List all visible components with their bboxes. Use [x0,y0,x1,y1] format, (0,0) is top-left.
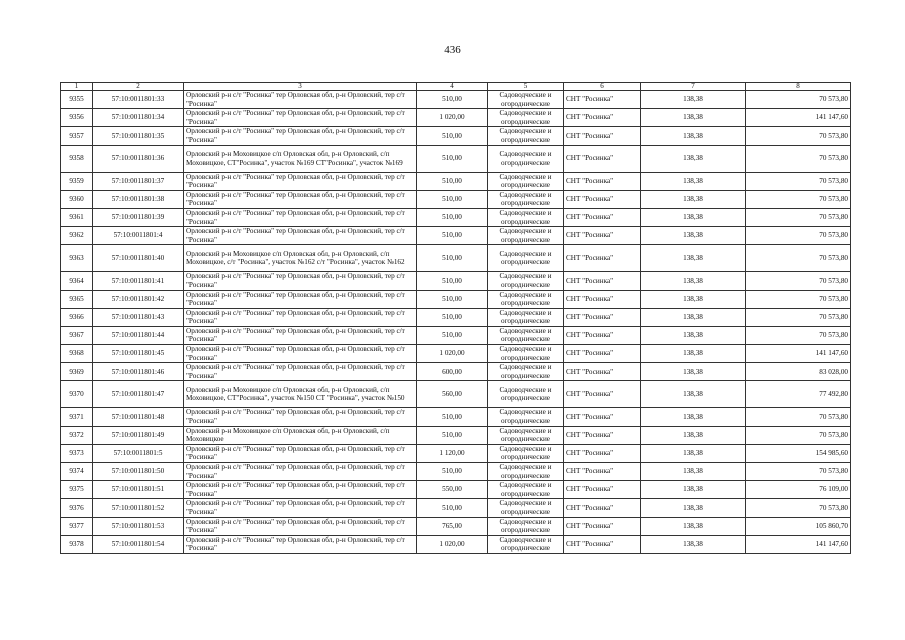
organization-cell: СНТ "Росинка" [564,499,641,517]
organization-cell: СНТ "Росинка" [564,326,641,344]
land-use-cell: Садоводческие и огороднические [488,172,564,190]
area-cell: 510,00 [417,308,488,326]
table-row [61,245,851,272]
rate-cell: 138,38 [641,227,746,245]
rate-cell: 138,38 [641,172,746,190]
table-row [61,463,851,481]
land-use-cell: Садоводческие и огороднические [488,481,564,499]
area-cell: 510,00 [417,190,488,208]
table-row [61,290,851,308]
table-row [61,535,851,553]
cadastral-value-cell: 70 573,80 [746,272,851,290]
rate-cell: 138,38 [641,272,746,290]
cadastral-number-cell: 57:10:0011801:51 [93,481,184,499]
row-number-cell: 9358 [61,145,93,172]
row-number-cell: 9367 [61,326,93,344]
cadastral-number-cell: 57:10:0011801:35 [93,127,184,145]
row-number-cell: 9361 [61,208,93,226]
cadastral-number-cell: 57:10:0011801:40 [93,245,184,272]
address-cell: Орловский р-н Моховицкое с/п Орловская обл, р-н Орловский, с/п Моховицкое [184,426,417,444]
cadastral-number-cell: 57:10:0011801:47 [93,381,184,408]
area-cell: 1 020,00 [417,345,488,363]
cadastral-value-cell: 70 573,80 [746,308,851,326]
cadastral-value-cell: 70 573,80 [746,290,851,308]
cadastral-value-cell: 70 573,80 [746,208,851,226]
row-number-cell: 9362 [61,227,93,245]
address-cell: Орловский р-н с/т "Росинка" тер Орловская обл, р-н Орловский, тер с/т "Росинка" [184,444,417,462]
organization-cell: СНТ "Росинка" [564,145,641,172]
rate-cell: 138,38 [641,127,746,145]
area-cell: 560,00 [417,381,488,408]
address-cell: Орловский р-н с/т "Росинка" тер Орловская обл, р-н Орловский, тер с/т "Росинка" [184,190,417,208]
table-row [61,91,851,109]
address-cell: Орловский р-н с/т "Росинка" тер Орловская обл, р-н Орловский, тер с/т "Росинка" [184,172,417,190]
row-number-cell: 9365 [61,290,93,308]
address-cell: Орловский р-н с/т "Росинка" тер Орловская обл, р-н Орловский, тер с/т "Росинка" [184,272,417,290]
area-cell: 510,00 [417,172,488,190]
table-row [61,227,851,245]
land-use-cell: Садоводческие и огороднические [488,444,564,462]
row-number-cell: 9368 [61,345,93,363]
cadastral-value-cell: 70 573,80 [746,91,851,109]
land-use-cell: Садоводческие и огороднические [488,363,564,381]
column-header: 1 [61,83,93,91]
land-use-cell: Садоводческие и огороднические [488,517,564,535]
area-cell: 1 020,00 [417,109,488,127]
cadastral-value-cell: 141 147,60 [746,535,851,553]
rate-cell: 138,38 [641,345,746,363]
rate-cell: 138,38 [641,208,746,226]
cadastral-value-cell: 70 573,80 [746,127,851,145]
rate-cell: 138,38 [641,245,746,272]
rate-cell: 138,38 [641,290,746,308]
cadastral-number-cell: 57:10:0011801:4 [93,227,184,245]
cadastral-number-cell: 57:10:0011801:39 [93,208,184,226]
address-cell: Орловский р-н с/т "Росинка" тер Орловская обл, р-н Орловский, тер с/т "Росинка" [184,227,417,245]
row-number-cell: 9370 [61,381,93,408]
table-row [61,190,851,208]
cadastral-number-cell: 57:10:0011801:49 [93,426,184,444]
address-cell: Орловский р-н Моховицкое с/п Орловская обл, р-н Орловский, с/п Моховицкое, СТ"Росинка", участок №169 СТ"Росинка", участок №169 [184,145,417,172]
address-cell: Орловский р-н с/т "Росинка" тер Орловская обл, р-н Орловский, тер с/т "Росинка" [184,463,417,481]
cadastral-number-cell: 57:10:0011801:46 [93,363,184,381]
land-use-cell: Садоводческие и огороднические [488,245,564,272]
rate-cell: 138,38 [641,444,746,462]
cadastral-number-cell: 57:10:0011801:5 [93,444,184,462]
area-cell: 765,00 [417,517,488,535]
cadastral-number-cell: 57:10:0011801:43 [93,308,184,326]
rate-cell: 138,38 [641,381,746,408]
address-cell: Орловский р-н с/т "Росинка" тер Орловская обл, р-н Орловский, тер с/т "Росинка" [184,208,417,226]
rate-cell: 138,38 [641,326,746,344]
area-cell: 510,00 [417,499,488,517]
cadastral-value-cell: 141 147,60 [746,109,851,127]
rate-cell: 138,38 [641,426,746,444]
land-use-cell: Садоводческие и огороднические [488,227,564,245]
address-cell: Орловский р-н Моховицкое с/п Орловская обл, р-н Орловский, с/п Моховицкое, СТ"Росинка", участок №150 СТ "Росинка", участок №150 [184,381,417,408]
table-row [61,109,851,127]
cadastral-number-cell: 57:10:0011801:38 [93,190,184,208]
land-use-cell: Садоводческие и огороднические [488,91,564,109]
organization-cell: СНТ "Росинка" [564,381,641,408]
organization-cell: СНТ "Росинка" [564,127,641,145]
cadastral-value-cell: 83 028,00 [746,363,851,381]
area-cell: 510,00 [417,290,488,308]
row-number-cell: 9356 [61,109,93,127]
row-number-cell: 9369 [61,363,93,381]
table-row [61,426,851,444]
column-header: 7 [641,83,746,91]
cadastral-number-cell: 57:10:0011801:44 [93,326,184,344]
row-number-cell: 9363 [61,245,93,272]
row-number-cell: 9355 [61,91,93,109]
column-header: 6 [564,83,641,91]
cadastral-value-cell: 76 109,00 [746,481,851,499]
organization-cell: СНТ "Росинка" [564,308,641,326]
organization-cell: СНТ "Росинка" [564,444,641,462]
table-row [61,499,851,517]
column-header: 8 [746,83,851,91]
rate-cell: 138,38 [641,481,746,499]
organization-cell: СНТ "Росинка" [564,426,641,444]
cadastral-value-cell: 70 573,80 [746,499,851,517]
organization-cell: СНТ "Росинка" [564,109,641,127]
cadastral-value-cell: 70 573,80 [746,408,851,426]
cadastral-number-cell: 57:10:0011801:54 [93,535,184,553]
table-row [61,272,851,290]
row-number-cell: 9364 [61,272,93,290]
rate-cell: 138,38 [641,190,746,208]
area-cell: 510,00 [417,426,488,444]
rate-cell: 138,38 [641,517,746,535]
land-use-cell: Садоводческие и огороднические [488,463,564,481]
address-cell: Орловский р-н с/т "Росинка" тер Орловская обл, р-н Орловский, тер с/т "Росинка" [184,290,417,308]
land-use-cell: Садоводческие и огороднические [488,190,564,208]
organization-cell: СНТ "Росинка" [564,517,641,535]
table-row [61,408,851,426]
page-number: 436 [444,44,461,56]
organization-cell: СНТ "Росинка" [564,245,641,272]
address-cell: Орловский р-н с/т "Росинка" тер Орловская обл, р-н Орловский, тер с/т "Росинка" [184,363,417,381]
cadastral-value-cell: 70 573,80 [746,463,851,481]
organization-cell: СНТ "Росинка" [564,272,641,290]
column-header: 5 [488,83,564,91]
cadastral-number-cell: 57:10:0011801:45 [93,345,184,363]
organization-cell: СНТ "Росинка" [564,408,641,426]
cadastral-number-cell: 57:10:0011801:53 [93,517,184,535]
cadastral-number-cell: 57:10:0011801:48 [93,408,184,426]
organization-cell: СНТ "Росинка" [564,227,641,245]
land-use-cell: Садоводческие и огороднические [488,145,564,172]
table-row [61,308,851,326]
area-cell: 510,00 [417,208,488,226]
rate-cell: 138,38 [641,363,746,381]
cadastral-number-cell: 57:10:0011801:34 [93,109,184,127]
address-cell: Орловский р-н с/т "Росинка" тер Орловская обл, р-н Орловский, тер с/т "Росинка" [184,499,417,517]
organization-cell: СНТ "Росинка" [564,91,641,109]
cadastral-number-cell: 57:10:0011801:41 [93,272,184,290]
row-number-cell: 9373 [61,444,93,462]
address-cell: Орловский р-н с/т "Росинка" тер Орловская обл, р-н Орловский, тер с/т "Росинка" [184,91,417,109]
organization-cell: СНТ "Росинка" [564,463,641,481]
rate-cell: 138,38 [641,308,746,326]
land-use-cell: Садоводческие и огороднические [488,272,564,290]
land-use-cell: Садоводческие и огороднические [488,426,564,444]
address-cell: Орловский р-н с/т "Росинка" тер Орловская обл, р-н Орловский, тер с/т "Росинка" [184,345,417,363]
address-cell: Орловский р-н с/т "Росинка" тер Орловская обл, р-н Орловский, тер с/т "Росинка" [184,326,417,344]
land-registry-table [60,82,851,554]
rate-cell: 138,38 [641,109,746,127]
cadastral-value-cell: 77 492,80 [746,381,851,408]
table-row [61,208,851,226]
row-number-cell: 9360 [61,190,93,208]
row-number-cell: 9359 [61,172,93,190]
address-cell: Орловский р-н с/т "Росинка" тер Орловская обл, р-н Орловский, тер с/т "Росинка" [184,408,417,426]
cadastral-value-cell: 70 573,80 [746,190,851,208]
address-cell: Орловский р-н с/т "Росинка" тер Орловская обл, р-н Орловский, тер с/т "Росинка" [184,127,417,145]
land-use-cell: Садоводческие и огороднические [488,127,564,145]
area-cell: 510,00 [417,463,488,481]
address-cell: Орловский р-н с/т "Росинка" тер Орловская обл, р-н Орловский, тер с/т "Росинка" [184,481,417,499]
cadastral-value-cell: 70 573,80 [746,426,851,444]
cadastral-number-cell: 57:10:0011801:36 [93,145,184,172]
cadastral-value-cell: 70 573,80 [746,145,851,172]
land-use-cell: Садоводческие и огороднические [488,208,564,226]
row-number-cell: 9375 [61,481,93,499]
area-cell: 510,00 [417,272,488,290]
area-cell: 1 120,00 [417,444,488,462]
table-row [61,172,851,190]
area-cell: 510,00 [417,145,488,172]
rate-cell: 138,38 [641,463,746,481]
table-row [61,145,851,172]
land-use-cell: Садоводческие и огороднические [488,326,564,344]
organization-cell: СНТ "Росинка" [564,481,641,499]
land-use-cell: Садоводческие и огороднические [488,308,564,326]
land-use-cell: Садоводческие и огороднические [488,408,564,426]
table-row [61,345,851,363]
table-row [61,517,851,535]
cadastral-number-cell: 57:10:0011801:33 [93,91,184,109]
organization-cell: СНТ "Росинка" [564,363,641,381]
land-use-cell: Садоводческие и огороднические [488,345,564,363]
area-cell: 600,00 [417,363,488,381]
rate-cell: 138,38 [641,408,746,426]
column-header: 4 [417,83,488,91]
row-number-cell: 9377 [61,517,93,535]
organization-cell: СНТ "Росинка" [564,190,641,208]
cadastral-value-cell: 105 860,70 [746,517,851,535]
rate-cell: 138,38 [641,145,746,172]
rate-cell: 138,38 [641,499,746,517]
area-cell: 550,00 [417,481,488,499]
area-cell: 510,00 [417,326,488,344]
address-cell: Орловский р-н с/т "Росинка" тер Орловская обл, р-н Орловский, тер с/т "Росинка" [184,535,417,553]
row-number-cell: 9374 [61,463,93,481]
table-row [61,381,851,408]
row-number-cell: 9357 [61,127,93,145]
area-cell: 510,00 [417,127,488,145]
rate-cell: 138,38 [641,535,746,553]
table-row [61,481,851,499]
land-use-cell: Садоводческие и огороднические [488,290,564,308]
row-number-cell: 9371 [61,408,93,426]
area-cell: 1 020,00 [417,535,488,553]
land-use-cell: Садоводческие и огороднические [488,499,564,517]
table-row [61,444,851,462]
organization-cell: СНТ "Росинка" [564,345,641,363]
table-row [61,127,851,145]
organization-cell: СНТ "Росинка" [564,290,641,308]
land-use-cell: Садоводческие и огороднические [488,109,564,127]
address-cell: Орловский р-н с/т "Росинка" тер Орловская обл, р-н Орловский, тер с/т "Росинка" [184,517,417,535]
area-cell: 510,00 [417,245,488,272]
cadastral-value-cell: 70 573,80 [746,227,851,245]
address-cell: Орловский р-н Моховицкое с/п Орловская обл, р-н Орловский, с/п Моховицкое, с/т "Росинка", участок №162 с/т "Росинка", участок №162 [184,245,417,272]
rate-cell: 138,38 [641,91,746,109]
area-cell: 510,00 [417,408,488,426]
organization-cell: СНТ "Росинка" [564,208,641,226]
land-use-cell: Садоводческие и огороднические [488,381,564,408]
cadastral-number-cell: 57:10:0011801:50 [93,463,184,481]
address-cell: Орловский р-н с/т "Росинка" тер Орловская обл, р-н Орловский, тер с/т "Росинка" [184,308,417,326]
cadastral-number-cell: 57:10:0011801:52 [93,499,184,517]
row-number-cell: 9372 [61,426,93,444]
area-cell: 510,00 [417,91,488,109]
cadastral-value-cell: 70 573,80 [746,326,851,344]
address-cell: Орловский р-н с/т "Росинка" тер Орловская обл, р-н Орловский, тер с/т "Росинка" [184,109,417,127]
cadastral-value-cell: 154 985,60 [746,444,851,462]
table-row [61,363,851,381]
cadastral-value-cell: 70 573,80 [746,172,851,190]
table-row [61,326,851,344]
cadastral-value-cell: 70 573,80 [746,245,851,272]
column-header: 2 [93,83,184,91]
cadastral-number-cell: 57:10:0011801:37 [93,172,184,190]
cadastral-number-cell: 57:10:0011801:42 [93,290,184,308]
column-header: 3 [184,83,417,91]
organization-cell: СНТ "Росинка" [564,535,641,553]
row-number-cell: 9366 [61,308,93,326]
area-cell: 510,00 [417,227,488,245]
organization-cell: СНТ "Росинка" [564,172,641,190]
column-number-row [61,83,851,91]
land-use-cell: Садоводческие и огороднические [488,535,564,553]
row-number-cell: 9378 [61,535,93,553]
row-number-cell: 9376 [61,499,93,517]
cadastral-value-cell: 141 147,60 [746,345,851,363]
